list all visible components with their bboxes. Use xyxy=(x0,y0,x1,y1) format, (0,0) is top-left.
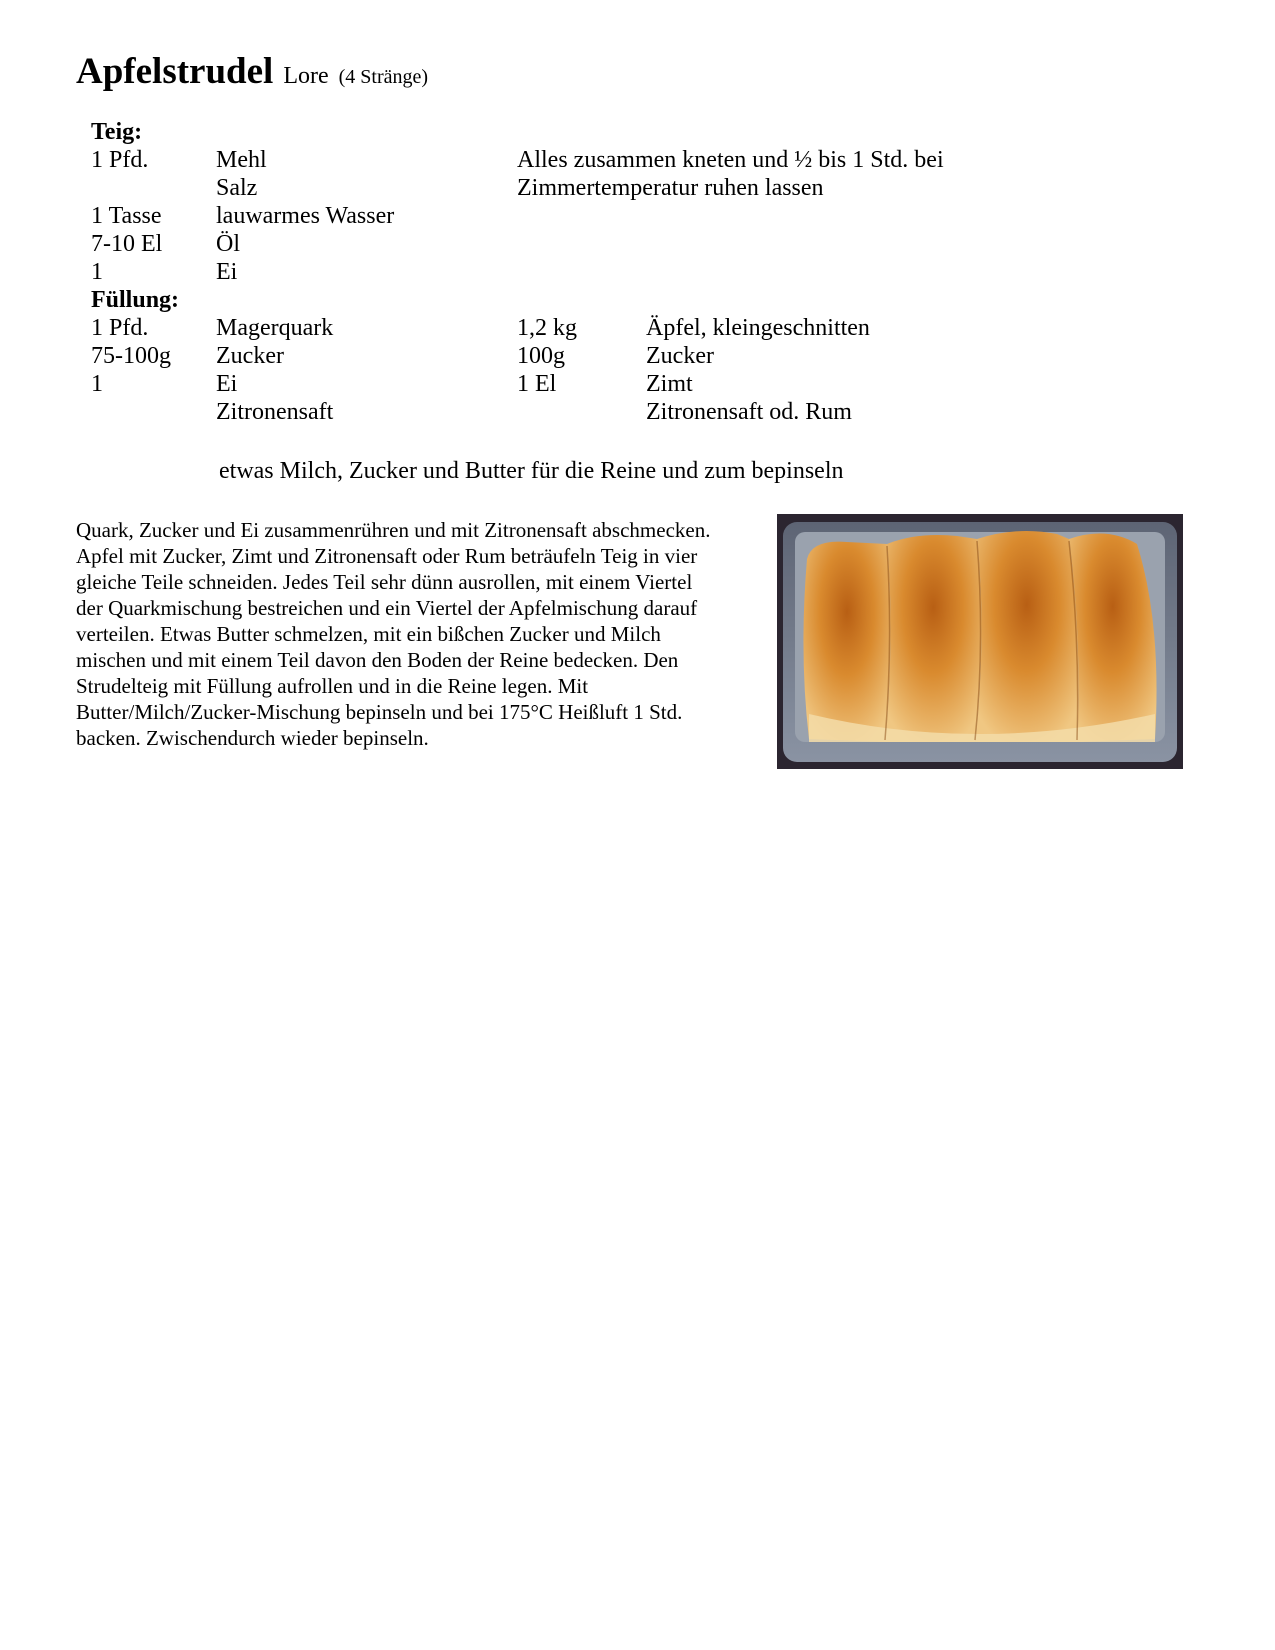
teig-item: lauwarmes Wasser xyxy=(216,203,395,229)
fuellung-item: Zimt xyxy=(646,371,693,397)
fuellung-item: Zitronensaft xyxy=(216,399,334,425)
fuellung-qty: 75-100g xyxy=(91,343,171,369)
fuellung-item: Zucker xyxy=(646,343,714,369)
teig-item: Öl xyxy=(216,231,240,257)
title-sub: Lore xyxy=(283,63,329,89)
instruction-line: backen. Zwischendurch wieder bepinseln. xyxy=(76,726,429,750)
recipe-title xyxy=(76,50,428,93)
strudel-photo xyxy=(777,514,1183,769)
teig-qty: 1 Pfd. xyxy=(91,147,149,173)
fuellung-item: Ei xyxy=(216,371,238,397)
instruction-line: Quark, Zucker und Ei zusammenrühren und mit Zitronensaft abschmecken. xyxy=(76,518,711,542)
extra-note: etwas Milch, Zucker und Butter für die Reine und zum bepinseln xyxy=(219,458,844,484)
instruction-line: der Quarkmischung bestreichen und ein Viertel der Apfelmischung darauf xyxy=(76,596,698,620)
fuellung-qty: 100g xyxy=(517,343,565,369)
instruction-line: gleiche Teile schneiden. Jedes Teil sehr dünn ausrollen, mit einem Viertel xyxy=(76,570,693,594)
teig-item: Mehl xyxy=(216,147,267,173)
instructions xyxy=(76,517,766,751)
strudel-roll xyxy=(803,542,890,742)
title-main: Apfelstrudel xyxy=(76,51,274,92)
fuellung-qty: 1 xyxy=(91,371,103,397)
fuellung-item: Zitronensaft od. Rum xyxy=(646,399,852,425)
title-note: (4 Stränge) xyxy=(338,66,429,88)
strudel-roll xyxy=(975,531,1078,742)
teig-header: Teig: xyxy=(91,119,143,145)
fuellung-qty: 1,2 kg xyxy=(517,315,577,341)
fuellung-item: Zucker xyxy=(216,343,284,369)
instruction-line: Butter/Milch/Zucker-Mischung bepinseln und bei 175°C Heißluft 1 Std. xyxy=(76,700,683,724)
teig-note-line: Alles zusammen kneten und ½ bis 1 Std. bei xyxy=(517,147,944,173)
instruction-line: verteilen. Etwas Butter schmelzen, mit ein bißchen Zucker und Milch xyxy=(76,622,661,646)
teig-qty: 7-10 El xyxy=(91,231,163,257)
teig-qty: 1 Tasse xyxy=(91,203,162,229)
teig-item: Salz xyxy=(216,175,258,201)
teig-qty: 1 xyxy=(91,259,103,285)
fuellung-qty: 1 El xyxy=(517,371,557,397)
fuellung-qty: 1 Pfd. xyxy=(91,315,149,341)
strudel-roll xyxy=(885,535,982,742)
teig-note-line: Zimmertemperatur ruhen lassen xyxy=(517,175,824,201)
fuellung-header: Füllung: xyxy=(91,287,180,313)
instruction-line: Apfel mit Zucker, Zimt und Zitronensaft oder Rum beträufeln Teig in vier xyxy=(76,544,698,568)
fuellung-item: Äpfel, kleingeschnitten xyxy=(646,315,870,341)
instruction-line: mischen und mit einem Teil davon den Boden der Reine bedecken. Den xyxy=(76,648,679,672)
teig-item: Ei xyxy=(216,259,238,285)
fuellung-item: Magerquark xyxy=(216,315,334,341)
instruction-line: Strudelteig mit Füllung aufrollen und in die Reine legen. Mit xyxy=(76,674,589,698)
